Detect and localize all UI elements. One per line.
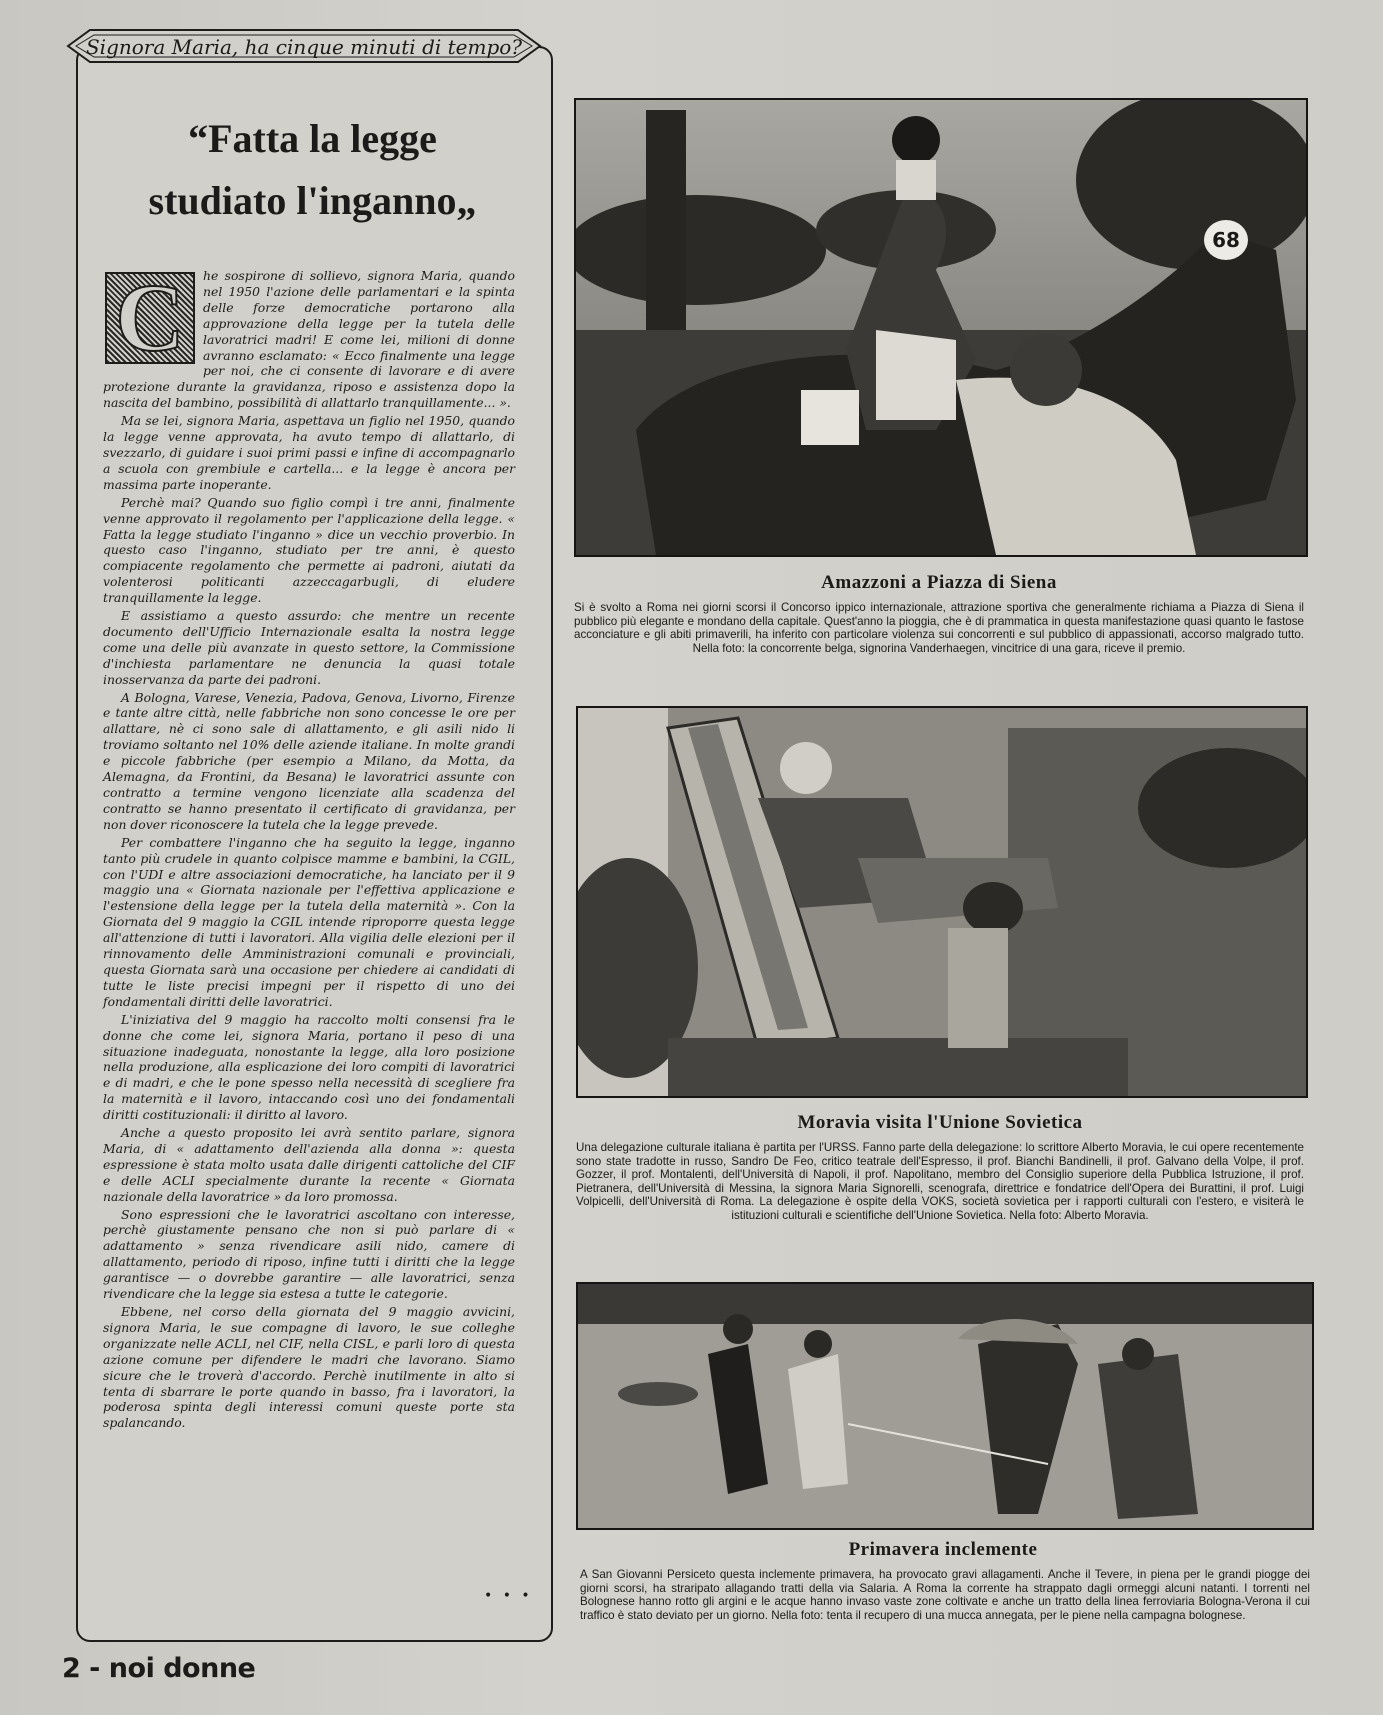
headline-line-1: “Fatta la legge	[188, 116, 437, 161]
article-paragraph: he sospirone di sollievo, signora Maria, quando nel 1950 l'azione delle parlamentari e la spinta delle forze democratiche portarono alla approvazione della legge per la tutela delle lavoratrici madri! E come lei, milioni di donne avranno esclamato: « Ecco finalmente una legge per noi, che ci consente di lavorare e di avere protezione durante la gravidanza, riposo e assistenza dopo la nascita del bambino, possibilità di allattarlo tranquillamente... ».	[103, 268, 515, 411]
photo-flood-illustration	[578, 1284, 1312, 1528]
article-paragraph: Anche a questo proposito lei avrà sentito parlare, signora Maria, di « adattamento dell'azienda alla donna »: questa espressione è stata molto usata dalle dirigenti cattoliche del CIF e delle ACLI specialmente durante la recente « Giornata nazionale della lavoratrice » da loro promossa.	[103, 1125, 515, 1204]
page-footer-folio: 2 - noi donne	[62, 1653, 256, 1684]
horse-bib-number: 68	[1212, 228, 1240, 252]
article-paragraph: L'iniziativa del 9 maggio ha raccolto molti consensi fra le donne che come lei, signora Maria, portano il peso di una situazione inadeguata, nonostante la legge, alla loro posizione nella produzione, alla esplicazione dei loro compiti di lavoratrici e di madri, e che le pone spesso nella necessità di scegliere fra la maternità e il lavoro, intaccando così uno dei fondamentali diritti costituzionali: il diritto al lavoro.	[103, 1011, 515, 1123]
caption-title: Primavera inclemente	[848, 1539, 1038, 1560]
caption-title: Amazzoni a Piazza di Siena	[821, 572, 1057, 593]
photo-flood	[576, 1282, 1314, 1530]
article-paragraph: Sono espressioni che le lavoratrici ascoltano con interesse, perchè giustamente pensano che non si può parlare di « adattamento » senza rivendicare asili nido, camere di allattamento, periodo di riposo, infine tutti i diritti che la legge garantisce — o dovrebbe garantire — alle lavoratrici, senza rivendicare che la legge sia estesa a tutte le categorie.	[103, 1206, 515, 1302]
caption-body: A San Giovanni Persiceto questa inclemente primavera, ha provocato gravi allagamenti. Anche il Tevere, in piena per le grandi piogge dei giorni scorsi, ha straripato allagando tratti della via Salaria. A Roma la corrente ha strappato dagli ormeggi alcuni natanti. I torrenti nel Bolognese hanno rotto gli argini e le acque hanno invaso vaste zone coltivate e anche un tratto della linea ferroviaria Bologna-Verona il cui traffico è stato deviato per un giorno. Nella foto: tenta il recupero di una mucca annegata, per le piene nella campagna bolognese.	[580, 1568, 1310, 1622]
caption-body: Si è svolto a Roma nei giorni scorsi il Concorso ippico internazionale, attrazione sportiva che generalmente richiama a Piazza di Siena il pubblico più elegante e mondano della capitale. Quest'anno la pioggia, che è di prammatica in questa manifestazione quasi quanto le fastose acconciature e gli abiti primaverili, ha inferito con particolare violenza sui concorrenti e sul pubblico di appassionati, accorso malgrado tutto. Nella foto: la concorrente belga, signorina Vanderhaegen, vincitrice di una gara, riceve il premio.	[574, 601, 1304, 655]
article-end-mark: • • •	[484, 1588, 533, 1604]
article-paragraph: Ma se lei, signora Maria, aspettava un figlio nel 1950, quando la legge venne approvata, ha avuto tempo di allattarlo, di svezzarlo, di guidare i suoi primi passi e infine di accompagnarlo a scuola con grembiule e cartella... e la legge è ancora per massima parte inoperante.	[103, 413, 515, 492]
caption-title: Moravia visita l'Unione Sovietica	[797, 1112, 1083, 1133]
caption-body: Una delegazione culturale italiana è partita per l'URSS. Fanno parte della delegazione: lo scrittore Alberto Moravia, le cui opere recentemente sono state tradotte in russo, Sandro De Feo, critico teatrale dell'Espresso, il prof. Bianchi Bandinelli, il prof. Galvano della Volpe, il prof. Gozzer, il prof. Montalenti, dell'Università di Napoli, il prof. Napolitano, membro del Consiglio superiore della Pubblica Istruzione, il prof. Pietranera, dell'Università di Messina, la signora Maria Signorelli, scenografa, direttrice e fondatrice dell'Opera dei Burattini, il prof. Luigi Volpicelli, dell'Università di Roma. La delegazione è ospite della VOKS, società sovietica per i rapporti culturali con l'estero, e visiterà le istituzioni culturali e scientifiche dell'Unione Sovietica. Nella foto: Alberto Moravia.	[576, 1141, 1304, 1222]
article-paragraph: Ebbene, nel corso della giornata del 9 maggio avvicini, signora Maria, le sue compagne di lavoro, le sue colleghe organizzate nelle ACLI, nel CIF, nella CISL, e parli loro di questa azione comune per difendere le madri che lavorano. Siamo sicure che le troverà d'accordo. Perchè inutilmente in alto si tenta di sbarrare le porte quando in basso, fra i lavoratori, la poderosa spinta degli interessi comuni queste porte sta spalancando.	[103, 1304, 515, 1431]
banner-text: Signora Maria, ha cinque minuti di tempo?	[85, 35, 523, 59]
photo-moravia-illustration	[578, 708, 1306, 1096]
article-paragraph: Perchè mai? Quando suo figlio compì i tre anni, finalmente venne approvato il regolamento per l'applicazione della legge. « Fatta la legge studiato l'inganno » dice un vecchio proverbio. In questo caso l'inganno, studiato per tre anni, è questo compiacente regolamento che permette ai padroni, aiutati da volenterosi politicanti azzeccagarbugli, di eludere tranquillamente la legge.	[103, 494, 515, 606]
article-paragraph: E assistiamo a questo assurdo: che mentre un recente documento dell'Ufficio Internazionale esalta la nostra legge come una delle più avanzate in questo settore, la Commissione d'inchiesta parlamentare ne denuncia la quasi totale inosservanza da parte dei padroni.	[103, 608, 515, 687]
article-body	[103, 264, 515, 1433]
photo-equestrian-illustration	[576, 100, 1306, 555]
headline-line-2: studiato l'inganno„	[148, 178, 477, 223]
article-banner	[64, 26, 544, 66]
article-headline	[80, 108, 545, 232]
photo-equestrian	[574, 98, 1308, 557]
article-paragraph: A Bologna, Varese, Venezia, Padova, Genova, Livorno, Firenze e tante altre città, nelle fabbriche non sono concesse le ore per allattare, nè ci sono sale di allattamento, e gli asili nido li troviamo soltanto nel 10% delle aziende italiane. In molte grandi e piccole fabbriche (per esempio a Milano, da Motta, da Alemagna, da Frontini, da Besana) le lavoratrici assunte con contratto a termine vengono licenziate alla scadenza del contratto se hanno presentato il certificato di gravidanza, per non dover riconoscere la tutela che la legge prevede.	[103, 689, 515, 832]
dropcap-spacer	[103, 264, 203, 371]
dropcap-letter: C	[115, 264, 185, 371]
photo-moravia	[576, 706, 1308, 1098]
article-paragraph: Per combattere l'inganno che ha seguito la legge, inganno tanto più crudele in quanto colpisce mamme e bambini, la CGIL, con l'UDI e altre associazioni democratiche, ha lanciato per il 9 maggio una « Giornata nazionale per l'effettiva applicazione e l'estensione della legge per la tutela della maternità ». Con la Giornata del 9 maggio la CGIL intende riproporre questa legge all'attenzione di tutti i lavoratori. Alla vigilia delle elezioni per il rinnovamento delle Amministrazioni comunali e provinciali, questa Giornata sarà una occasione per chiedere ai candidati di tutte le liste precisi impegni per il rispetto di uno dei fondamentali diritti delle lavoratrici.	[103, 834, 515, 1009]
